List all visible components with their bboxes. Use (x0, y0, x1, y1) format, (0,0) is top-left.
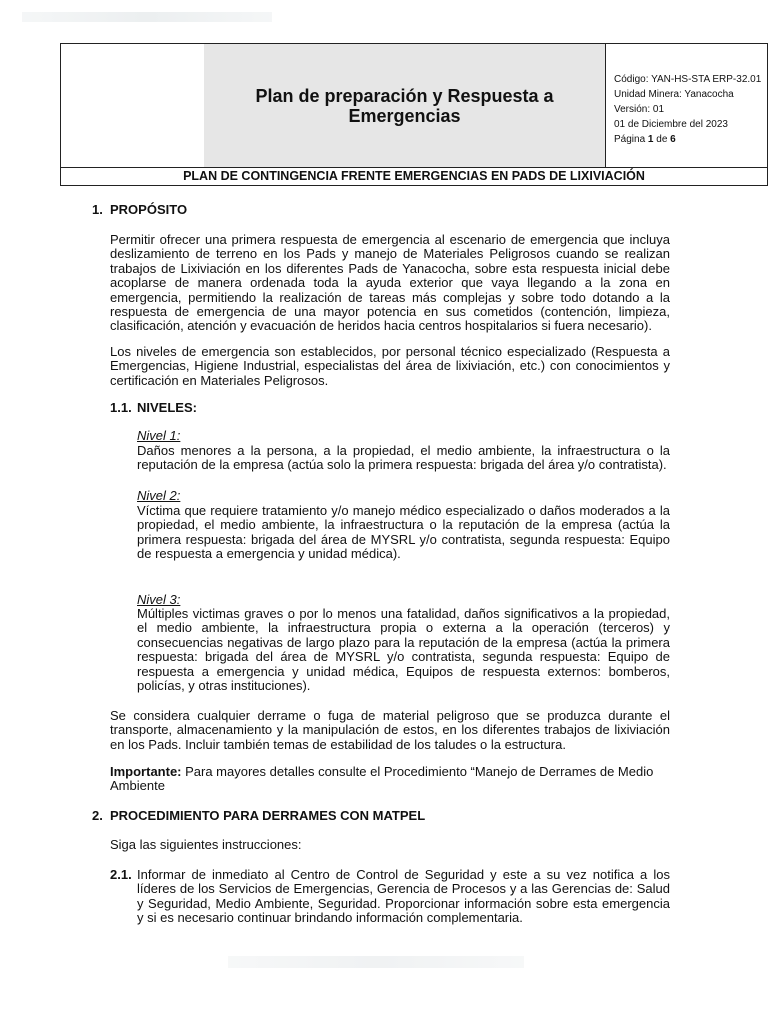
level-3-title: Nivel 3: (137, 592, 181, 607)
level-1-title: Nivel 1: (137, 428, 181, 443)
section-heading-purpose: 1. PROPÓSITO (92, 202, 188, 217)
procedure-step-text: Informar de inmediato al Centro de Control de Seguridad y este a su vez notifica a los líderes de los Servicios de Emergencias, Gerencia de Procesos y a las Gerencias de: Salud y Seguridad, Medio Ambiente, Seguridad. Proporcionar información sobre esta emergencia y si es necesario continuar brindando información complementaria. (137, 867, 670, 926)
document-metadata (607, 44, 767, 167)
document-date: 01 de Diciembre del 2023 (614, 119, 728, 130)
level-1-text: Daños menores a la persona, a la propiedad, el medio ambiente, la infraestructura o la reputación de la empresa (actúa solo la primera respuesta: brigada del área y/o contratista). (137, 443, 670, 473)
spill-definition-paragraph: Se considera cualquier derrame o fuga de material peligroso que se produzca durante el transporte, almacenamiento y la manipulación de estos, en los diferentes trabajos de lixiviación en los Pads. Incluir también temas de estabilidad de los taludes o la estructura. (110, 708, 670, 752)
section-heading-levels: 1.1. NIVELES: (110, 400, 197, 415)
section-heading-procedure: 2. PROCEDIMIENTO PARA DERRAMES CON MATPEL (92, 808, 426, 823)
document-version: Versión: 01 (614, 104, 665, 115)
procedure-intro: Siga las siguientes instrucciones: (110, 837, 302, 852)
procedure-step-number: 2.1. (110, 867, 132, 882)
purpose-paragraph: Permitir ofrecer una primera respuesta de emergencia al escenario de emergencia que incluya deslizamiento de terreno en los Pads y manejo de Materiales Peligrosos cuando se realizan trabajos de Lixiviación en los diferentes Pads de Yanacocha, sobre esta respuesta inicial debe acoplarse de manera ordenada toda la ayuda exterior que vaya llegando a la zona en emergencia, permitiendo la realización de tareas más complejas y sobre todo dotando a la respuesta de emergencia de una mayor potencia en sus cometidos (contención, limpieza, clasificación, atención y evacuación de heridos hacia centros hospitalarios si fuera necesario). (110, 232, 670, 334)
important-note: Importante: Para mayores detalles consulte el Procedimiento “Manejo de Derrames de Medio Ambiente (110, 764, 654, 794)
document-code: Código: YAN-HS-STA ERP-32.01 (614, 74, 762, 85)
faded-header-text (22, 12, 272, 22)
levels-intro-paragraph: Los niveles de emergencia son establecidos, por personal técnico especializado (Respuesta a Emergencias, Higiene Industrial, especialistas del área de lixiviación, etc.) con conocimientos y certificación en Materiales Peligrosos. (110, 344, 670, 388)
page-number: Página 1 de 6 (614, 134, 676, 145)
document-header-table (60, 43, 768, 186)
mining-unit: Unidad Minera: Yanacocha (614, 89, 734, 100)
logo-cell (61, 44, 205, 167)
document-title: Plan de preparación y Respuesta a Emergencias (204, 44, 606, 167)
level-2-text: Víctima que requiere tratamiento y/o manejo médico especializado o daños moderados a la propiedad, el medio ambiente, la infraestructura o la reputación de la empresa (actúa la primera respuesta: brigada del área de MYSRL y/o contratista, segunda respuesta: Equipo de respuesta a emergencia y unidad médica). (137, 503, 670, 562)
level-2-title: Nivel 2: (137, 488, 181, 503)
plan-subtitle: PLAN DE CONTINGENCIA FRENTE EMERGENCIAS EN PADS DE LIXIVIACIÓN (61, 167, 767, 186)
procedure-step (110, 868, 670, 926)
level-3-text: Múltiples victimas graves o por lo menos una fatalidad, daños significativos a la propiedad, el medio ambiente, la infraestructura propia o externa a la operación (terceros) y consecuencias negativas de largo plazo para la reputación de la empresa (actúa la primera respuesta: brigada del área de MYSRL y/o contratista, segunda respuesta: Equipo de respuesta a emergencia y unidad médica, Equipos de respuesta externos: bomberos, policías, y otras instituciones). (137, 606, 670, 694)
faded-footer-text (228, 956, 524, 968)
